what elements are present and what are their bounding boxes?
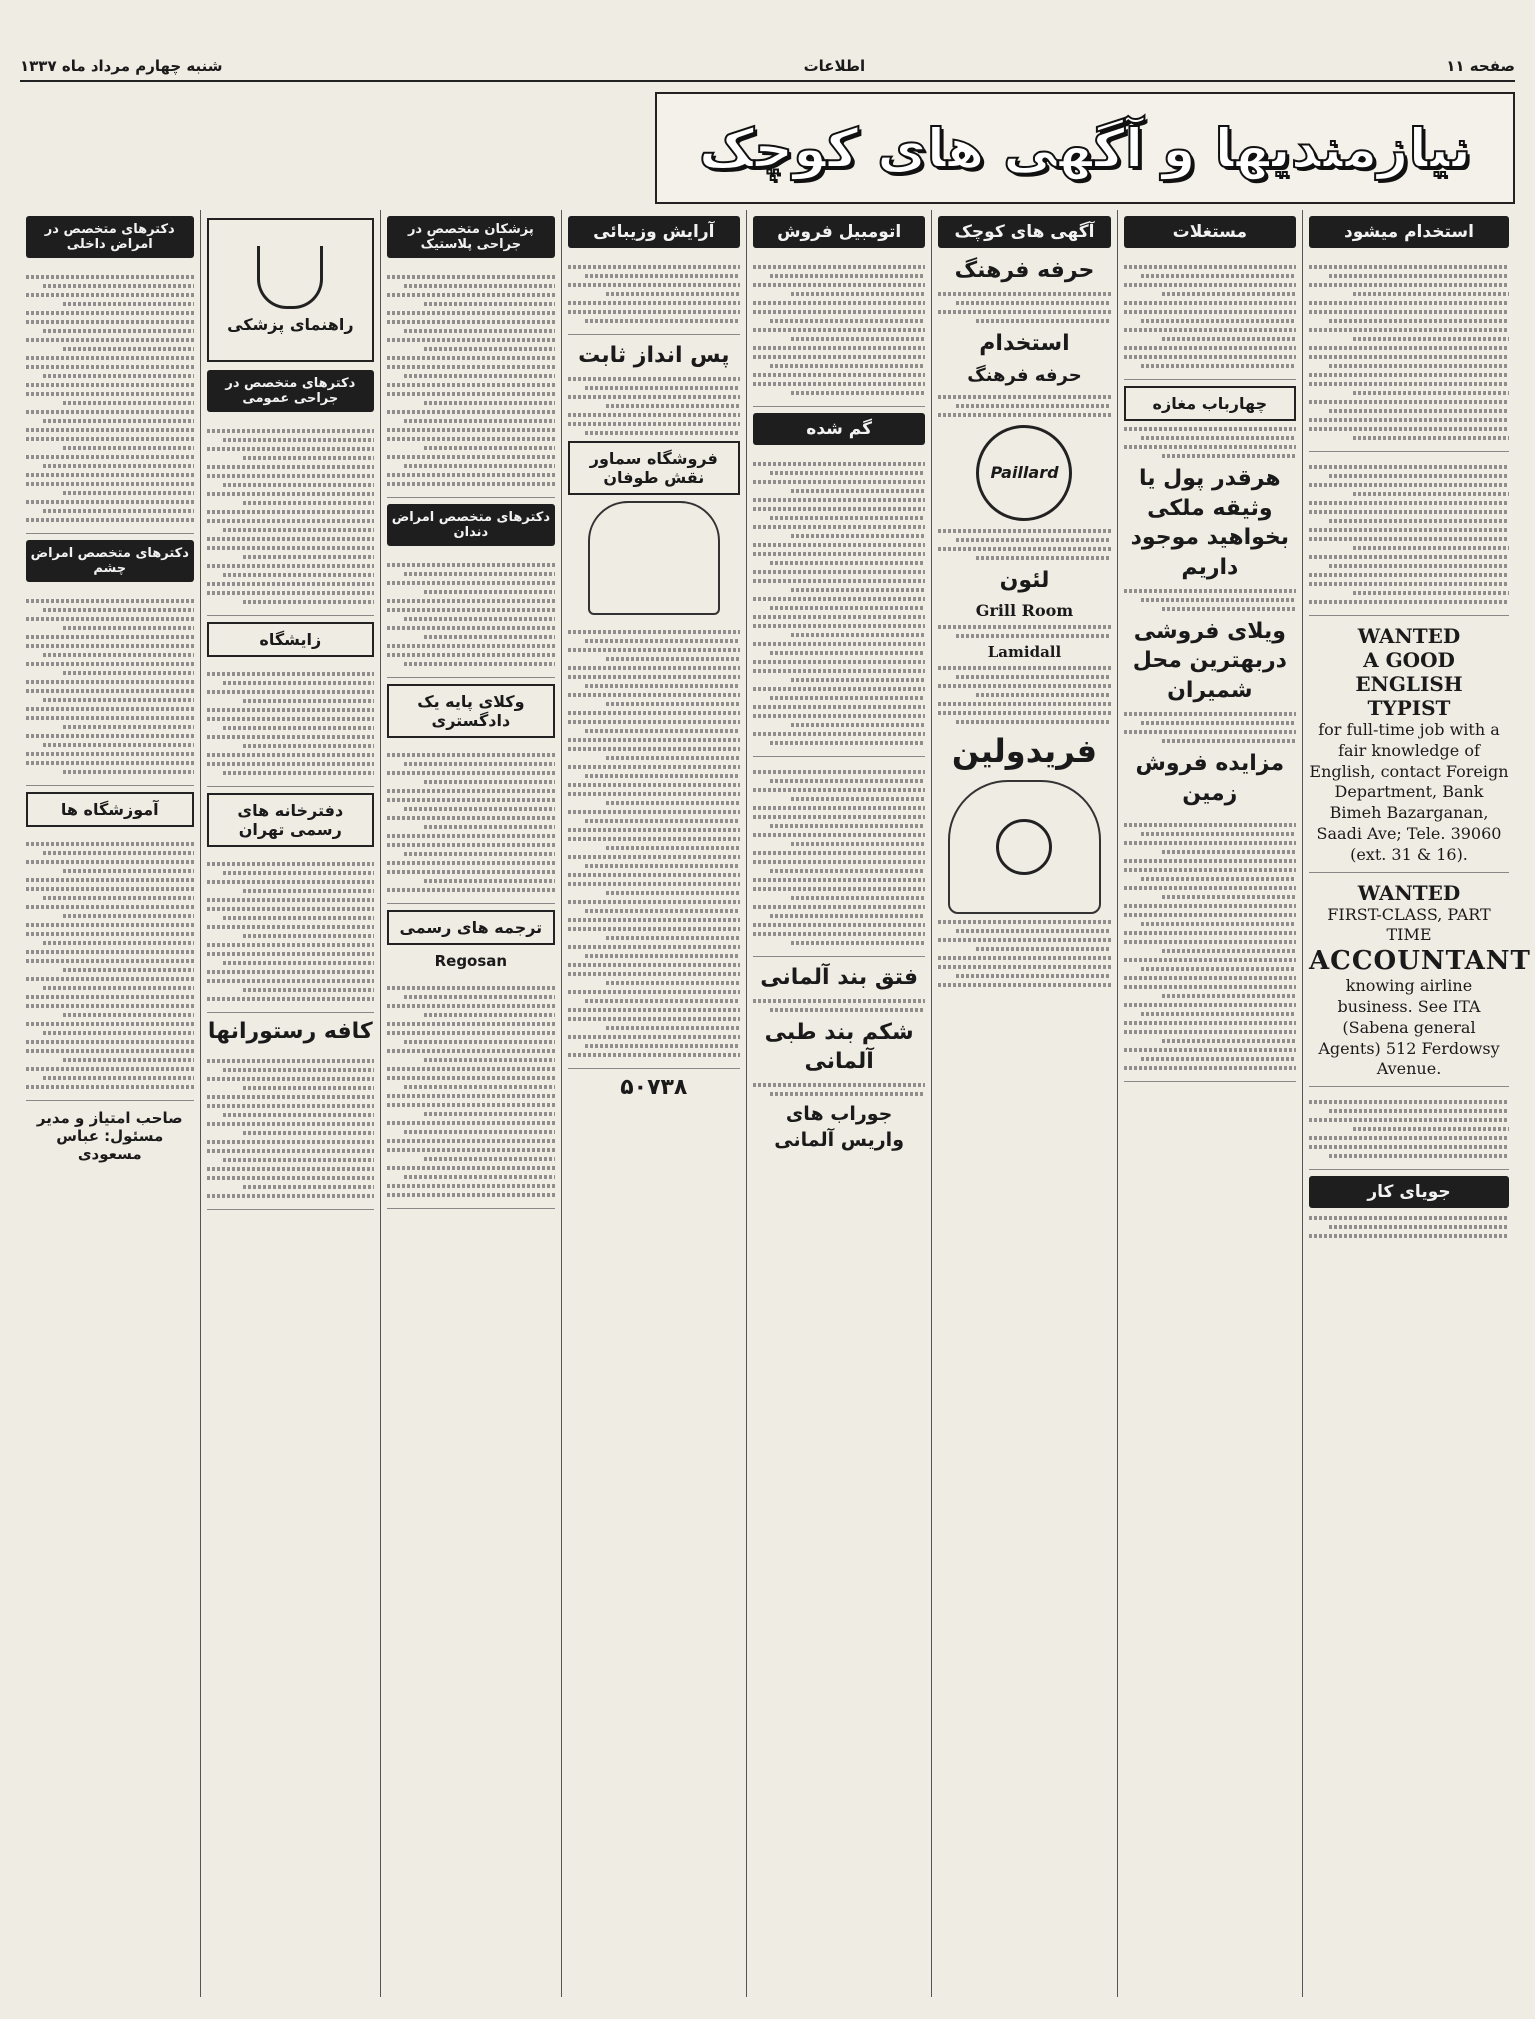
english-ad-accountant (1309, 877, 1531, 1088)
employment-ad (1309, 256, 1509, 452)
section-employment: استخدام میشود (1309, 216, 1509, 248)
column-properties (1117, 210, 1302, 1997)
section-small-ads: آگهی های کوچک (938, 216, 1110, 248)
section-lawyers: وکلای پایه یک دادگستری (387, 684, 555, 738)
section-doctors-general: دکترهای متخصص در جراحی عمومی (207, 370, 375, 412)
samovar-ad: فروشگاه سماور نقش طوفان (568, 441, 740, 495)
english-ad-typist (1309, 620, 1509, 873)
eye-ad (26, 590, 194, 786)
accountant-type: FIRST-CLASS, PART TIME (1327, 904, 1491, 945)
grill-en: Grill Room (975, 601, 1074, 621)
culture-job-ad: حرفه فرهنگ (954, 258, 1095, 283)
notary-ad (207, 853, 375, 1013)
accountant-body: knowing airline business. See ITA (Sabena general Agents) 512 Ferdowsy Avenue. (1318, 976, 1500, 1079)
hire-ad: استخدام (979, 330, 1070, 356)
columns-grid (20, 210, 1531, 1997)
typist-body: for full-time job with a fair knowledge of English, contact Foreign Department, Bank Bimeh Bazarganan, Saadi Ave; Tele. 39060 (ext. 31 & 16). (1309, 720, 1509, 864)
belt-ad-1: فتق بند آلمانی (760, 965, 919, 990)
phone-number: ۵۰۷۳۸ (620, 1074, 688, 1100)
section-doctors-internal: دکترهای متخصص در امراض داخلی (26, 216, 194, 258)
iron-illustration (948, 780, 1100, 914)
paillard-logo: Paillard (976, 425, 1072, 521)
column-surgery (380, 210, 561, 1997)
section-restaurants: کافه رستورانها (207, 1019, 373, 1044)
grill-ad: لئون (999, 567, 1050, 593)
column-cars (746, 210, 931, 1997)
section-beauty: آرایش وزیبائی (568, 216, 740, 248)
banner-title: نیازمندیها و آگهی های کوچک (698, 116, 1472, 180)
dial-icon (996, 819, 1052, 875)
section-notary: دفترخانه های رسمی تهران (207, 793, 375, 847)
internal-ad (26, 266, 194, 534)
auction-ad: مزایده فروش زمین (1135, 750, 1285, 806)
classifieds-banner (655, 92, 1515, 204)
auction-body (1124, 814, 1296, 1082)
maternity-ad (207, 663, 375, 787)
misc-ad (1309, 1091, 1509, 1170)
belt-ad-2: شکم بند طبی آلمانی (764, 1019, 914, 1075)
commerce-ad: حرفه فرهنگ (967, 365, 1082, 387)
column-general (200, 210, 381, 1997)
villa-ad: ویلای فروشی دربهترین محل شمیران (1132, 618, 1287, 704)
samovar-illustration (588, 501, 720, 615)
dentist-ad (387, 554, 555, 678)
section-job-seekers: جویای کار (1309, 1176, 1509, 1208)
section-schools: آموزشگاه ها (26, 792, 194, 827)
issue-date: شنبه چهارم مرداد ماه ۱۳۳۷ (20, 57, 223, 75)
regosan-ad: Regosan (434, 952, 508, 970)
schools-ad (26, 833, 194, 1101)
masthead (20, 52, 1515, 82)
section-dentist: دکترهای متخصص امراض دندان (387, 504, 555, 546)
surgery-ad (387, 266, 555, 498)
notice-ad (753, 761, 925, 957)
beauty-ad (568, 256, 740, 335)
cup-icon (257, 246, 323, 309)
accountant-title: ACCOUNTANT (1309, 946, 1531, 977)
footer-note: صاحب امتیاز و مدیر مسئول: عباس مسعودی (36, 1109, 183, 1163)
restaurant-ad (207, 1050, 375, 1210)
column-small-ads (931, 210, 1116, 1997)
typist-title: A GOOD ENGLISH (1355, 648, 1463, 696)
typist-wanted: WANTED (1357, 624, 1461, 648)
freedoline-ad: فریدولین (951, 732, 1098, 771)
column-beauty (561, 210, 746, 1997)
medical-guide-emblem (207, 218, 375, 362)
general-ad (207, 420, 375, 616)
column-internal (20, 210, 200, 1997)
shop-ad-title: چهارباب مغازه (1124, 386, 1296, 421)
employment-ad-2 (1309, 456, 1509, 616)
translation-ad (387, 977, 555, 1209)
typist-role: TYPIST (1367, 696, 1451, 720)
paper-name: اطلاعات (803, 57, 866, 75)
section-properties: مستغلات (1124, 216, 1296, 248)
section-translation: ترجمه های رسمی (387, 910, 555, 945)
money-ad: هرقدر پول یا وثیقه ملکی بخواهید موجود داریم (1130, 466, 1290, 581)
section-doctors-surgery: پزشکان متخصص در جراحی پلاستیک (387, 216, 555, 258)
stocking-ad: جوراب های واریس آلمانی (774, 1103, 905, 1151)
medical-guide-title: راهنمای پزشکی (227, 315, 354, 334)
car-ad (753, 256, 925, 407)
section-lost: گم شده (753, 413, 925, 445)
column-employment (1302, 210, 1531, 1997)
property-ad (1124, 256, 1296, 380)
section-eye: دکترهای متخصص امراض چشم (26, 540, 194, 582)
lawyers-ad (387, 744, 555, 904)
section-maternity: زایشگاه (207, 622, 375, 657)
public-notice (568, 621, 740, 1069)
lost-ad (753, 453, 925, 757)
section-used-cars: اتومبیل فروش (753, 216, 925, 248)
page-label: صفحه ۱۱ (1446, 57, 1515, 75)
lamidall-ad: Lamidall (987, 643, 1062, 662)
accountant-wanted: WANTED (1357, 880, 1461, 905)
savings-ad: پس انداز ثابت (578, 343, 730, 368)
